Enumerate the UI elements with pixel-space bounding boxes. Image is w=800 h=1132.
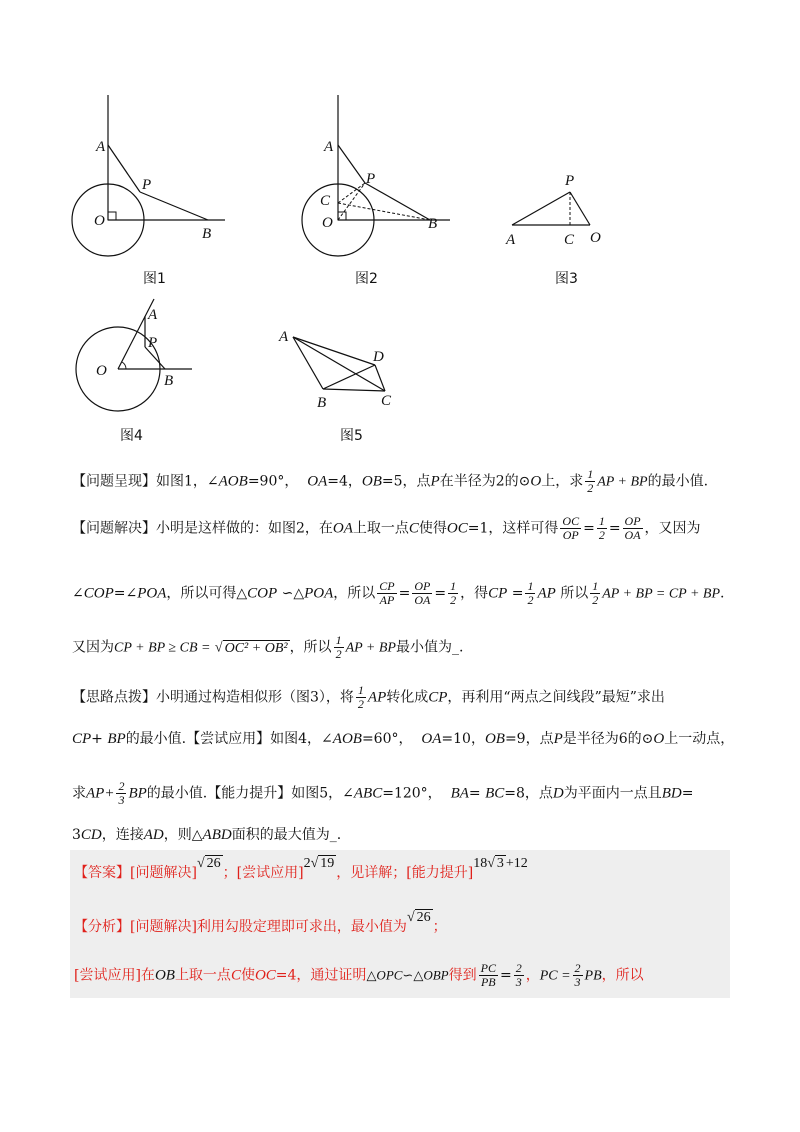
math-var: O bbox=[530, 473, 542, 490]
math-var: AOB bbox=[218, 473, 248, 490]
numerator: PC bbox=[480, 961, 496, 975]
fraction bbox=[590, 580, 600, 607]
text: = bbox=[681, 785, 694, 802]
sqrt: 2√ 19 bbox=[303, 856, 335, 871]
math-var: POA bbox=[304, 585, 334, 602]
text: =4， bbox=[327, 473, 362, 490]
math-var: COP bbox=[83, 585, 114, 602]
text: =4，通过证明 bbox=[275, 967, 367, 984]
radicand: 19 bbox=[320, 856, 335, 871]
text: ∽△ bbox=[277, 585, 305, 602]
radicand: 26 bbox=[206, 856, 221, 871]
figure-2 bbox=[290, 95, 480, 285]
text: 最小值为_. bbox=[395, 639, 464, 656]
fraction bbox=[623, 515, 643, 542]
math-var: POA bbox=[137, 585, 167, 602]
text: ，所以 bbox=[601, 967, 644, 984]
text: ；[尝试应用] bbox=[222, 865, 304, 881]
text: =1，这样可得 bbox=[467, 520, 559, 537]
text: =60°， bbox=[361, 731, 413, 747]
math-var: CP bbox=[72, 731, 92, 747]
fig1-label-a: A bbox=[96, 139, 106, 155]
denominator: 2 bbox=[357, 697, 364, 711]
text: 所以 bbox=[560, 585, 589, 602]
radicand: 26 bbox=[416, 910, 431, 925]
fig2-label-p: P bbox=[366, 171, 376, 187]
denominator: OA bbox=[624, 528, 641, 542]
text: [尝试应用]在 bbox=[74, 967, 155, 984]
answer-line-3: [尝试应用]在OB上取一点C使OC=4，通过证明△OPC∽△OBP得到 $\frac{PC}{PB}$ = $\frac{2}{3}$ ，PC = $\frac{2}{3}$ PB，所以 bbox=[74, 961, 644, 989]
problem-line-2: 【问题解决】小明是这样做的：如图2，在OA上取一点C使得OC=1，这样可得 $\frac{OC}{OP}$ = $\frac{1}{2}$ = $\frac{OP}{OA}$ ，又因为 bbox=[72, 514, 701, 542]
problem-line-3: ∠COP=∠POA，所以可得△COP ∽△POA，所以 $\frac{CP}{AP}$ = $\frac{OP}{OA}$ = $\frac{1}{2}$ ，得CP = $\frac{1}{2}$ AP 所以 $\frac{1}{2}$ AP + BP = CP + BP. bbox=[72, 579, 725, 607]
figure-4-caption: 图4 bbox=[120, 428, 143, 444]
fig3-label-o: O bbox=[590, 230, 601, 246]
fig1-label-o: O bbox=[94, 213, 105, 229]
denominator: 2 bbox=[527, 593, 534, 607]
numerator: 2 bbox=[515, 961, 522, 975]
fig3-label-a: A bbox=[506, 232, 516, 248]
text: 又因为 bbox=[72, 639, 114, 656]
fig1-line-pb bbox=[140, 192, 208, 220]
radicand: 3 bbox=[496, 856, 504, 871]
fig4-label-p: P bbox=[148, 335, 158, 351]
figure-3-caption: 图3 bbox=[555, 271, 578, 287]
text: 的最小值. bbox=[647, 473, 709, 490]
text: ，所以可得△ bbox=[166, 585, 248, 602]
math-var: CP bbox=[428, 689, 448, 706]
denominator: 2 bbox=[335, 647, 342, 661]
fraction bbox=[560, 515, 581, 542]
math-expr: CP + BP ≥ CB = bbox=[114, 640, 211, 656]
fraction bbox=[334, 634, 344, 661]
math-expr: AP + BP bbox=[345, 640, 396, 656]
text: ，再利用“两点之间线段”最短”求出 bbox=[447, 689, 665, 706]
denominator: 2 bbox=[598, 528, 605, 542]
numerator: 1 bbox=[592, 579, 599, 593]
text: ，所以 bbox=[289, 639, 332, 656]
figure-3 bbox=[500, 170, 620, 250]
text: ，又因为 bbox=[644, 520, 701, 537]
text: =120°， bbox=[382, 785, 442, 802]
fig3-label-c: C bbox=[564, 232, 575, 248]
text: 求 bbox=[72, 785, 86, 802]
numerator: OP bbox=[414, 579, 431, 593]
fig1-label-b: B bbox=[202, 226, 212, 242]
text: 使得 bbox=[418, 520, 447, 537]
numerator: 1 bbox=[335, 633, 342, 647]
fig2-line-ap bbox=[338, 145, 365, 183]
text: 【问题解决】小明是这样做的：如图2，在 bbox=[72, 520, 333, 537]
math-var: C bbox=[408, 520, 419, 537]
math-var: OB bbox=[154, 967, 175, 984]
coefficient: 18 bbox=[473, 856, 488, 871]
math-var: D bbox=[552, 785, 564, 802]
math-var: AP bbox=[537, 585, 556, 602]
figure-3-diagram bbox=[500, 170, 620, 250]
math-var: OA bbox=[332, 520, 353, 537]
fraction bbox=[448, 580, 458, 607]
sqrt: √ 26 bbox=[196, 856, 221, 871]
fig3-line-po bbox=[570, 192, 590, 225]
text: + bbox=[91, 731, 108, 747]
numerator: 1 bbox=[598, 514, 605, 528]
text: ，则△ bbox=[163, 827, 203, 843]
text: 为平面内一点且 bbox=[563, 785, 662, 802]
text: 上取一点 bbox=[174, 967, 231, 984]
text: ，见详解；[能力提升] bbox=[336, 865, 474, 881]
numerator: OC bbox=[562, 514, 580, 528]
constant: +12 bbox=[505, 856, 528, 871]
text: 面积的最大值为_. bbox=[231, 827, 342, 843]
problem-line-8 bbox=[72, 824, 341, 846]
math-var: BP bbox=[107, 731, 126, 747]
fig2-label-b: B bbox=[428, 216, 438, 232]
figure-1-caption: 图1 bbox=[143, 271, 166, 287]
text: =9，点 bbox=[504, 731, 554, 747]
denominator: OA bbox=[414, 593, 431, 607]
fig4-label-b: B bbox=[164, 373, 174, 389]
math-expr: PC = bbox=[539, 968, 571, 984]
text: 转化成 bbox=[386, 689, 429, 706]
fig1-label-p: P bbox=[142, 177, 152, 193]
math-expr: PB bbox=[584, 968, 602, 984]
text: 【答案】[问题解决] bbox=[74, 865, 197, 881]
fraction bbox=[412, 580, 432, 607]
text: 的最小值.【能力提升】如图5，∠ bbox=[146, 785, 354, 802]
figure-5-diagram bbox=[275, 325, 405, 415]
text: 的最小值.【尝试应用】如图4，∠ bbox=[125, 731, 333, 747]
fig2-label-o: O bbox=[322, 215, 333, 231]
math-var: C bbox=[230, 967, 241, 984]
text: =8，点 bbox=[504, 785, 553, 802]
sqrt: 18√ 3 +12 bbox=[473, 856, 528, 871]
denominator: 2 bbox=[587, 481, 594, 495]
problem-line-7 bbox=[72, 780, 693, 807]
denominator: PB bbox=[480, 975, 496, 989]
text: ； bbox=[432, 919, 447, 935]
text: ， bbox=[525, 967, 540, 984]
math-var: OA bbox=[421, 731, 442, 747]
denominator: AP bbox=[379, 593, 395, 607]
denominator: 2 bbox=[450, 593, 457, 607]
numerator: CP bbox=[379, 579, 395, 593]
math-var: AP+ bbox=[86, 785, 115, 802]
math-var: AOB bbox=[332, 731, 362, 747]
fig4-label-a: A bbox=[148, 307, 158, 323]
answer-box bbox=[70, 850, 730, 998]
fig5-label-b: B bbox=[317, 395, 327, 411]
text: . bbox=[720, 585, 725, 602]
text: =90°， bbox=[247, 473, 299, 490]
fraction bbox=[525, 580, 535, 607]
denominator: 3 bbox=[515, 975, 522, 989]
math-var: CP bbox=[488, 585, 508, 602]
text: =∠ bbox=[113, 585, 138, 602]
math-var: AP bbox=[367, 689, 387, 706]
text: 【分析】[问题解决]利用勾股定理即可求出，最小值为 bbox=[74, 919, 407, 935]
figure-2-caption: 图2 bbox=[355, 271, 378, 287]
denominator: 3 bbox=[118, 793, 125, 807]
text: 使 bbox=[240, 967, 255, 984]
figure-5 bbox=[275, 325, 405, 415]
math-expr: △OPC∽△OBP bbox=[366, 967, 449, 983]
fig5-line-ab bbox=[293, 337, 323, 389]
numerator: 1 bbox=[450, 579, 457, 593]
text: 得到 bbox=[448, 967, 477, 984]
fig5-line-dc bbox=[375, 365, 385, 391]
text: 3 bbox=[72, 827, 81, 843]
figure-4-diagram bbox=[70, 295, 200, 420]
sqrt: √ OC² + OB² bbox=[214, 640, 288, 656]
numerator: 2 bbox=[118, 779, 125, 793]
fig5-line-bc bbox=[323, 389, 385, 391]
sqrt: √ 26 bbox=[406, 910, 431, 925]
fig3-label-p: P bbox=[565, 173, 575, 189]
problem-line-6 bbox=[72, 728, 734, 750]
fig4-label-o: O bbox=[96, 363, 107, 379]
fig4-angle-mark bbox=[122, 362, 126, 369]
fraction bbox=[573, 962, 583, 989]
text: ，连接 bbox=[101, 827, 144, 843]
fraction bbox=[597, 515, 607, 542]
math-var: ABC bbox=[353, 785, 383, 802]
problem-line-4 bbox=[72, 634, 463, 661]
math-var: BP bbox=[128, 785, 147, 802]
radicand: OC² + OB² bbox=[224, 640, 288, 656]
fraction bbox=[479, 962, 498, 989]
fig2-line-op bbox=[338, 183, 365, 220]
text: 上一动点， bbox=[664, 731, 735, 747]
answer-line-2 bbox=[74, 910, 447, 939]
denominator: 2 bbox=[592, 593, 599, 607]
math-var: COP bbox=[247, 585, 278, 602]
math-var: CD bbox=[80, 827, 102, 843]
figure-4 bbox=[70, 295, 200, 420]
problem-line-5 bbox=[72, 684, 665, 711]
figure-1-diagram bbox=[60, 95, 250, 285]
text: 上取一点 bbox=[352, 520, 409, 537]
fig1-right-angle bbox=[108, 212, 116, 220]
coefficient: 2 bbox=[303, 856, 311, 871]
fraction bbox=[514, 962, 524, 989]
math-var: BD bbox=[661, 785, 682, 802]
text: =5，点 bbox=[381, 473, 431, 490]
fig5-label-a: A bbox=[279, 329, 289, 345]
numerator: 1 bbox=[357, 683, 364, 697]
text: = bbox=[468, 785, 486, 802]
math-var: AD bbox=[143, 827, 164, 843]
numerator: 1 bbox=[587, 467, 594, 481]
text: ，所以 bbox=[333, 585, 376, 602]
math-var: P bbox=[430, 473, 440, 490]
math-var: P bbox=[553, 731, 563, 747]
text: 上，求 bbox=[541, 473, 584, 490]
fraction bbox=[116, 780, 126, 807]
fig5-label-d: D bbox=[373, 349, 384, 365]
math-var: OB bbox=[484, 731, 505, 747]
math-var: OC bbox=[446, 520, 468, 537]
answer-line-1 bbox=[74, 856, 528, 885]
fig1-line-ap bbox=[108, 145, 140, 192]
fig2-label-a: A bbox=[324, 139, 334, 155]
text: ，得 bbox=[460, 585, 489, 602]
math-var: OB bbox=[361, 473, 382, 490]
text: 在半径为2的⊙ bbox=[439, 473, 531, 490]
figure-2-diagram bbox=[290, 95, 480, 285]
numerator: OP bbox=[624, 514, 641, 528]
fraction bbox=[585, 468, 595, 495]
text: 【问题呈现】如图1，∠ bbox=[72, 473, 219, 490]
math-var: O bbox=[653, 731, 665, 747]
denominator: OP bbox=[562, 528, 579, 542]
math-var: BC bbox=[485, 785, 505, 802]
denominator: 3 bbox=[574, 975, 581, 989]
text: =10， bbox=[441, 731, 485, 747]
math-var: BA bbox=[450, 785, 469, 802]
fig2-label-c: C bbox=[320, 193, 331, 209]
figure-5-caption: 图5 bbox=[340, 428, 363, 444]
math-var: OA bbox=[307, 473, 328, 490]
math-var: OC bbox=[254, 967, 276, 984]
fraction bbox=[377, 580, 396, 607]
numerator: 2 bbox=[574, 961, 581, 975]
text: ∠ bbox=[72, 585, 84, 602]
text: 是半径为6的⊙ bbox=[562, 731, 654, 747]
fig5-line-bd bbox=[323, 365, 375, 389]
text: 【思路点拨】小明通过构造相似形（图3），将 bbox=[72, 689, 354, 706]
figure-1 bbox=[60, 95, 250, 285]
fraction bbox=[356, 684, 366, 711]
numerator: 1 bbox=[527, 579, 534, 593]
fig3-line-ap bbox=[512, 192, 570, 225]
math-expr: AP + BP = CP + BP bbox=[602, 586, 721, 602]
problem-line-1 bbox=[72, 468, 708, 495]
fig5-label-c: C bbox=[381, 393, 392, 409]
math-var: ABD bbox=[202, 827, 232, 843]
math-expr: AP + BP bbox=[597, 474, 648, 490]
